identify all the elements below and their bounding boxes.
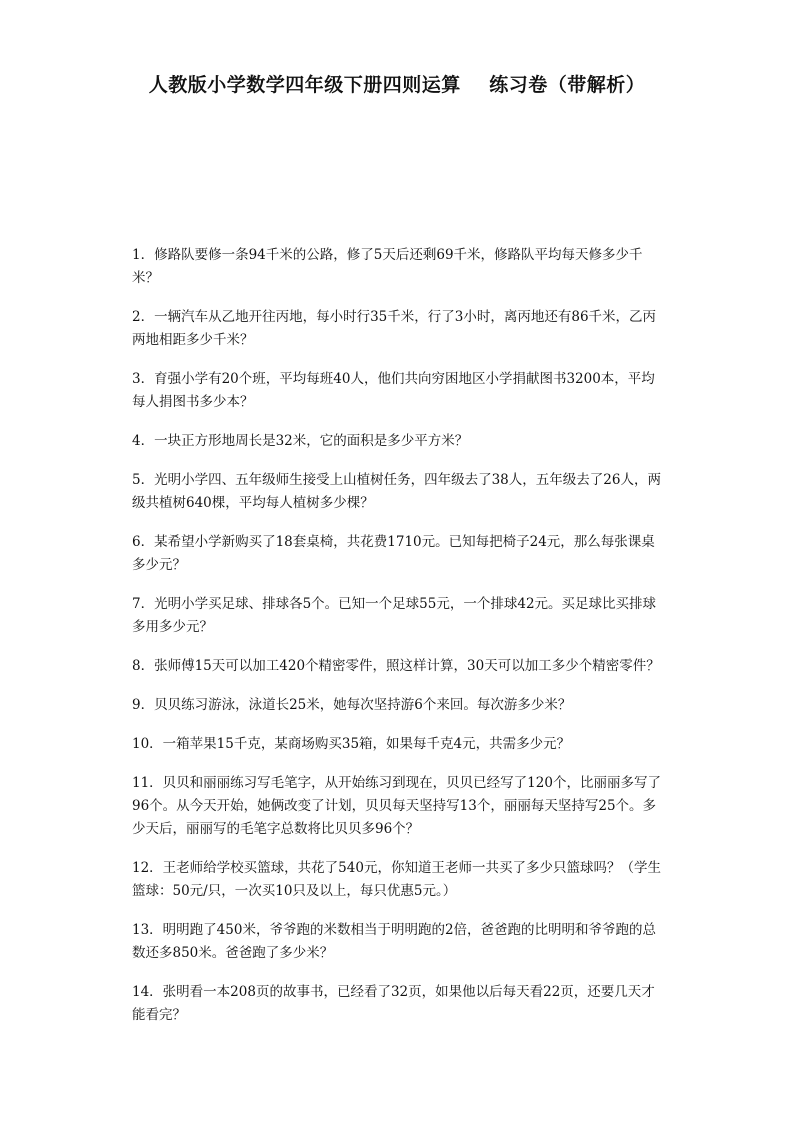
question-5: 5．光明小学四、五年级师生接受上山植树任务，四年级去了38人，五年级去了26人，两级共植树640棵，平均每人植树多少棵？ xyxy=(132,472,661,511)
question-7: 7．光明小学买足球、排球各5个。已知一个足球55元，一个排球42元。买足球比买排球多用多少元？ xyxy=(132,596,657,635)
question-12: 12．王老师给学校买篮球，共花了540元，你知道王老师一共买了多少只篮球吗？（学生篮球：50元/只，一次买10只及以上，每只优惠5元。） xyxy=(132,860,661,899)
question-13: 13．明明跑了450米，爷爷跑的米数相当于明明跑的2倍，爸爸跑的比明明和爷爷跑的总数还多850米。爸爸跑了多少米？ xyxy=(132,922,657,961)
question-2: 2．一辆汽车从乙地开往丙地，每小时行35千米，行了3小时，离丙地还有86千米，乙丙两地相距多少千米？ xyxy=(132,309,657,348)
question-10: 10．一箱苹果15千克，某商场购买35箱，如果每千克4元，共需多少元？ xyxy=(132,736,571,752)
document-title: 人教版小学数学四年级下册四则运算 练习卷（带解析） xyxy=(148,74,646,96)
question-11: 11．贝贝和丽丽练习写毛笔字，从开始练习到现在，贝贝已经写了120个，比丽丽多写了96个。从今天开始，她俩改变了计划，贝贝每天坚持写13个，丽丽每天坚持写25个。多少天后，丽丽写的毛笔字总数将比贝贝多96个？ xyxy=(132,775,661,837)
question-4: 4．一块正方形地周长是32米，它的面积是多少平方米？ xyxy=(132,433,469,449)
question-1: 1．修路队要修一条94千米的公路，修了5天后还剩69千米，修路队平均每天修多少千米？ xyxy=(132,247,643,286)
question-list xyxy=(132,244,664,1043)
question-3: 3．育强小学有20个班，平均每班40人，他们共向穷困地区小学捐献图书3200本，平均每人捐图书多少本？ xyxy=(132,371,655,410)
question-6: 6．某希望小学新购买了18套桌椅，共花费1710元。已知每把椅子24元，那么每张课桌多少元？ xyxy=(132,534,655,573)
question-14: 14．张明看一本208页的故事书，已经看了32页，如果他以后每天看22页，还要几天才能看完？ xyxy=(132,984,655,1023)
question-8: 8．张师傅15天可以加工420个精密零件，照这样计算，30天可以加工多少个精密零件？ xyxy=(132,658,660,674)
question-9: 9．贝贝练习游泳，泳道长25米，她每次坚持游6个来回。每次游多少米？ xyxy=(132,697,572,713)
